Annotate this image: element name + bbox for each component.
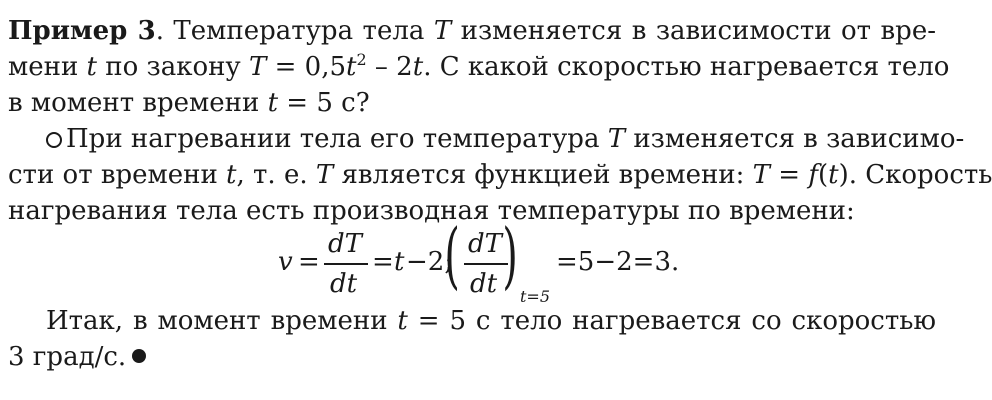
formula-num1: dT — [328, 229, 362, 259]
right-paren: ) — [502, 213, 518, 297]
left-paren: ( — [444, 213, 460, 297]
solution-start-circle-icon — [46, 132, 62, 148]
formula-minus-two: −2; — [406, 247, 454, 277]
formula-eq2: = — [372, 247, 394, 277]
solution-line-2: сти от времени t, т. е. T является функцией времени: T = f(t). Скорость — [8, 160, 992, 190]
formula-den2: dt — [470, 269, 498, 299]
derivative-formula — [8, 213, 936, 309]
formula-subscript: t=5 — [520, 287, 551, 306]
formula-den1: dt — [330, 269, 358, 299]
solution-line-3: нагревания тела есть производная температуры по времени: — [8, 196, 855, 226]
problem-line-1: Пример 3. Температура тела T изменяется в зависимости от вре- — [8, 16, 936, 46]
problem-line-2: мени t по закону $T = 0,5t^2 - 2t$. С какой скоростью нагревается тело — [8, 50, 950, 82]
formula-num2: dT — [468, 229, 502, 259]
example-heading: Пример 3 — [8, 16, 156, 46]
conclusion-line-2: 3 град/с. — [8, 340, 146, 374]
formula-v: v — [278, 247, 293, 277]
formula-eq1: = — [298, 247, 320, 277]
fraction-bar-1 — [324, 263, 368, 265]
problem-line-3: в момент времени t = 5 с? — [8, 88, 370, 118]
formula-result: =5−2=3. — [556, 247, 680, 277]
end-of-solution-bullet-icon — [132, 349, 146, 363]
conclusion-line-1: Итак, в момент времени t = 5 с тело нагревается со скоростью — [46, 306, 937, 336]
formula-t: t — [394, 247, 405, 277]
solution-line-1: При нагревании тела его температура T изменяется в зависимо- — [8, 122, 936, 156]
